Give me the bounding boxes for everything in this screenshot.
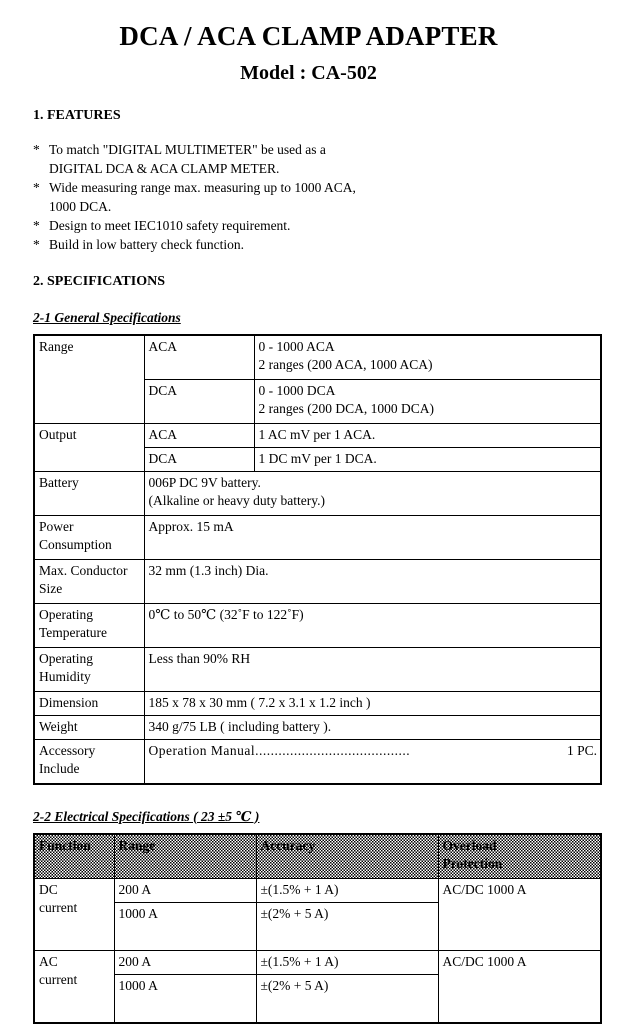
label-line: DC — [39, 881, 58, 897]
cell-accessory-value — [144, 739, 601, 784]
column-header-accuracy — [256, 834, 438, 879]
features-list — [0, 140, 617, 254]
cell-output-label: Output — [34, 423, 144, 471]
table-row — [34, 647, 601, 691]
feature-line: Build in low battery check function. — [49, 236, 244, 252]
cell-dimension-label: Dimension — [34, 691, 144, 715]
cell-conductor-value: 32 mm (1.3 inch) Dia. — [144, 559, 601, 603]
cell-range: 1000 A — [114, 902, 256, 950]
column-header-range — [114, 834, 256, 879]
cell-weight-value: 340 g/75 LB ( including battery ). — [144, 715, 601, 739]
cell-weight-label: Weight — [34, 715, 144, 739]
cell-output-dca-value: 1 DC mV per 1 DCA. — [254, 447, 601, 471]
table-row — [34, 950, 601, 974]
cell-dimension-value: 185 x 78 x 30 mm ( 7.2 x 3.1 x 1.2 inch ) — [144, 691, 601, 715]
table-row — [34, 878, 601, 902]
accessory-item-text: Operation Manual........................................ — [148, 742, 411, 758]
list-item — [33, 140, 617, 178]
value-line: 2 ranges (200 DCA, 1000 DCA) — [258, 400, 434, 416]
cell-accessory-label — [34, 739, 144, 784]
label-line: Accessory — [39, 742, 96, 758]
table-header-row — [34, 834, 601, 879]
cell-power-label — [34, 515, 144, 559]
bullet-star-icon: * — [33, 217, 40, 233]
value-line: 2 ranges (200 ACA, 1000 ACA) — [258, 356, 433, 372]
list-item — [33, 178, 617, 216]
cell-conductor-label — [34, 559, 144, 603]
label-line: Temperature — [39, 624, 108, 640]
cell-accuracy: ±(1.5% + 1 A) — [256, 878, 438, 902]
list-item — [33, 235, 617, 254]
features-heading: 1. FEATURES — [33, 107, 121, 123]
label-line: Size — [39, 580, 63, 596]
table-row — [34, 559, 601, 603]
value-line: 0 - 1000 ACA — [258, 338, 335, 354]
cell-accuracy: ±(2% + 5 A) — [256, 974, 438, 1023]
value-line: (Alkaline or heavy duty battery.) — [148, 492, 325, 508]
label-line: Humidity — [39, 668, 91, 684]
general-specifications-table — [33, 334, 602, 785]
feature-line: To match "DIGITAL MULTIMETER" be used as a — [49, 141, 326, 157]
label-line: Max. Conductor — [39, 562, 128, 578]
list-item — [33, 216, 617, 235]
cell-range-dca-sub: DCA — [144, 379, 254, 423]
cell-accuracy: ±(1.5% + 1 A) — [256, 950, 438, 974]
cell-battery-label: Battery — [34, 471, 144, 515]
table-row — [34, 471, 601, 515]
cell-output-dca-sub: DCA — [144, 447, 254, 471]
model-subtitle: Model : CA-502 — [240, 61, 377, 84]
feature-text — [49, 216, 617, 235]
cell-operating-temperature-label — [34, 603, 144, 647]
specifications-heading: 2. SPECIFICATIONS — [33, 273, 165, 289]
label-line: Operating — [39, 650, 93, 666]
column-header-overload-protection — [438, 834, 601, 879]
electrical-specifications-table — [33, 833, 602, 1024]
feature-text — [49, 140, 617, 178]
cell-output-aca-sub: ACA — [144, 423, 254, 447]
cell-range-aca-value — [254, 335, 601, 380]
header-text: Overload — [442, 837, 497, 853]
label-line: Power — [39, 518, 74, 534]
feature-text — [49, 235, 617, 254]
cell-function-dc — [34, 878, 114, 950]
general-specs-heading: 2-1 General Specifications — [33, 309, 181, 325]
label-line: Operating — [39, 606, 93, 622]
label-line: Consumption — [39, 536, 112, 552]
cell-overload-protection: AC/DC 1000 A — [438, 950, 601, 1023]
bullet-star-icon: * — [33, 179, 40, 195]
header-text: Accuracy — [260, 837, 316, 853]
bullet-star-icon: * — [33, 236, 40, 252]
label-line: current — [39, 899, 78, 915]
table-row — [34, 739, 601, 784]
value-line: 0 - 1000 DCA — [258, 382, 336, 398]
electrical-specs-heading: 2-2 Electrical Specifications ( 23 ±5 ℃ ) — [33, 808, 260, 824]
cell-range: 200 A — [114, 950, 256, 974]
feature-line: Wide measuring range max. measuring up to 1000 ACA, — [49, 179, 356, 195]
page-title: DCA / ACA CLAMP ADAPTER — [119, 21, 498, 51]
table-row — [34, 423, 601, 447]
table-row — [34, 515, 601, 559]
cell-range: 200 A — [114, 878, 256, 902]
cell-battery-value — [144, 471, 601, 515]
header-text: Range — [118, 837, 156, 853]
feature-text — [49, 178, 617, 216]
cell-operating-temperature-value: 0℃ to 50℃ (32˚F to 122˚F) — [144, 603, 601, 647]
table-row — [34, 691, 601, 715]
feature-line-cont: 1000 DCA. — [49, 198, 112, 214]
cell-function-ac — [34, 950, 114, 1023]
cell-range-aca-sub: ACA — [144, 335, 254, 380]
bullet-star-icon: * — [33, 141, 40, 157]
cell-range-dca-value — [254, 379, 601, 423]
column-header-function — [34, 834, 114, 879]
header-text-cont: Protection — [442, 855, 503, 871]
accessory-quantity: 1 PC. — [566, 742, 597, 758]
label-line: Include — [39, 760, 80, 776]
cell-accuracy: ±(2% + 5 A) — [256, 902, 438, 950]
cell-range: 1000 A — [114, 974, 256, 1023]
cell-overload-protection: AC/DC 1000 A — [438, 878, 601, 950]
cell-power-value: Approx. 15 mA — [144, 515, 601, 559]
label-line: AC — [39, 953, 58, 969]
cell-operating-humidity-value: Less than 90% RH — [144, 647, 601, 691]
table-row — [34, 603, 601, 647]
feature-line-cont: DIGITAL DCA & ACA CLAMP METER. — [49, 160, 280, 176]
feature-line: Design to meet IEC1010 safety requirement. — [49, 217, 291, 233]
cell-output-aca-value: 1 AC mV per 1 ACA. — [254, 423, 601, 447]
title-block — [0, 0, 617, 84]
header-text: Function — [39, 837, 91, 853]
value-line: 006P DC 9V battery. — [148, 474, 261, 490]
cell-operating-humidity-label — [34, 647, 144, 691]
cell-range-label: Range — [34, 335, 144, 424]
table-row — [34, 715, 601, 739]
label-line: current — [39, 971, 78, 987]
table-row — [34, 335, 601, 380]
